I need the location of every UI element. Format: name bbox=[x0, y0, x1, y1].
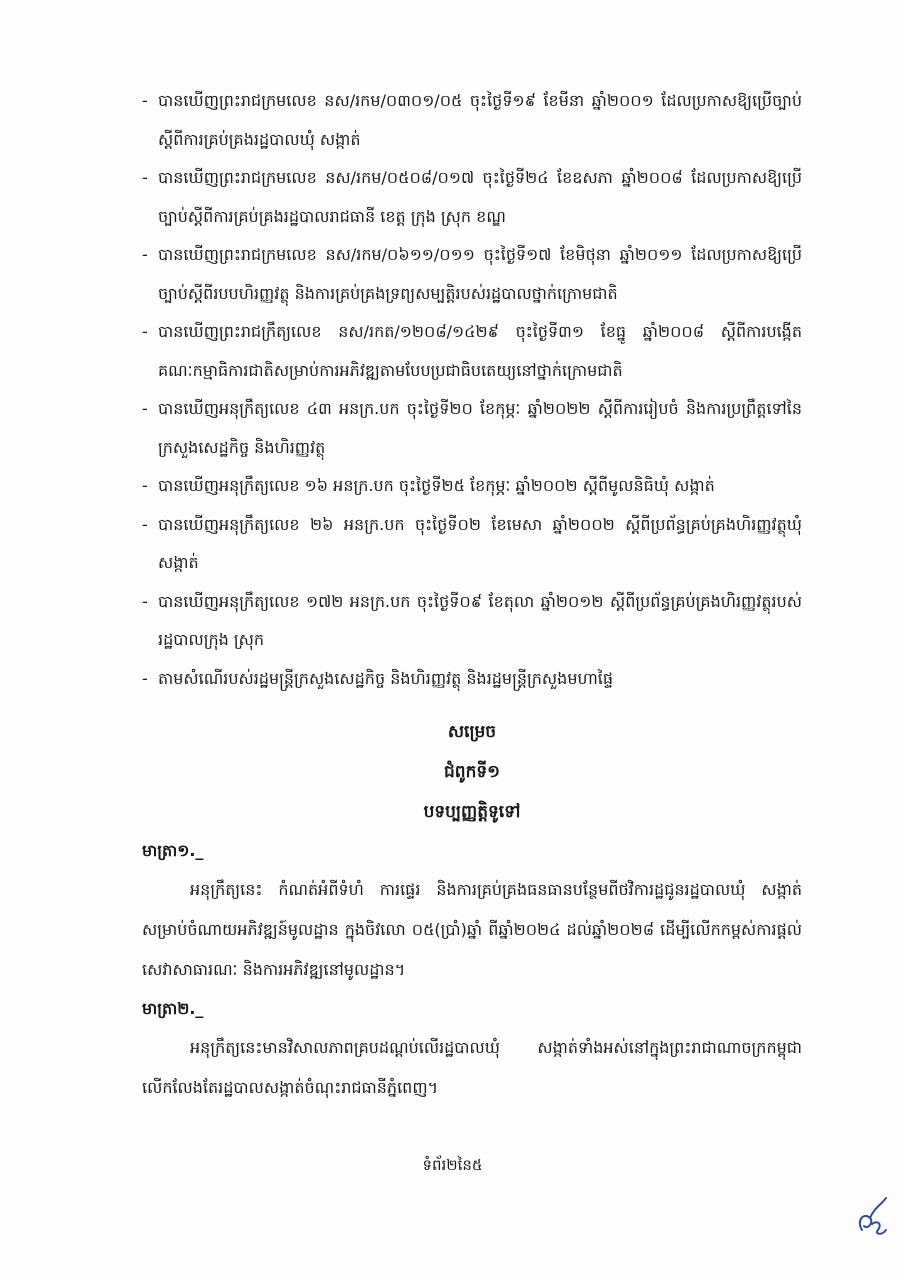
visa-item bbox=[142, 467, 802, 506]
article-1-body: អនុក្រឹត្យនេះ កំណត់អំពីទំហំ ការផ្ទេរ និងការគ្រប់គ្រងធនធានបន្ថែមពីថវិការដ្ឋជូនរដ្ឋបាលឃុំ សង្កាត់ សម្រាប់ចំណាយអភិវឌ្ឍន៍មូលដ្ឋាន ក្នុងចិវលោ ០៥(ប្រាំ)ឆ្នាំ ពីឆ្នាំ២០២៤ ដល់ឆ្នាំ២០២៨ ដើម្បីលើកកម្ពស់ការផ្តល់សេវាសាធារណៈ និងការអភិវឌ្ឍនៅមូលដ្ឋាន។ bbox=[142, 880, 802, 979]
visa-text: បានឃើញអនុក្រឹត្យលេខ ១៦ អនក្រ.បក ចុះថ្ងៃទី២៥ ខែកុម្ភៈ ឆ្នាំ២០០២ ស្តីពីមូលនិធិឃុំ សង្កាត់ bbox=[158, 476, 715, 495]
visa-text: តាមសំណើរបស់រដ្ឋមន្ត្រីក្រសួងសេដ្ឋកិច្ច និងហិរញ្ញវត្ថុ និងរដ្ឋមន្ត្រីក្រសួងមហាផ្ទៃ bbox=[158, 668, 614, 688]
list-marker: - bbox=[142, 591, 148, 611]
chapter-title: បទប្បញ្ញត្តិទូទៅ bbox=[423, 802, 521, 822]
list-marker: - bbox=[142, 245, 148, 264]
list-marker: - bbox=[142, 168, 148, 187]
visa-item bbox=[142, 313, 802, 390]
visa-item bbox=[142, 82, 802, 159]
visa-item bbox=[142, 506, 802, 583]
list-marker: - bbox=[142, 668, 148, 688]
visa-item bbox=[142, 236, 802, 313]
visa-text: បានឃើញព្រះរាជក្រឹត្យលេខ នស/រកត/១២០៨/១៤២៩ ចុះថ្ងៃទី៣១ ខែធ្នូ ឆ្នាំ២០០៨ ស្តីពីការបង្កើតគណៈកម្មាធិការជាតិសម្រាប់ការអភិវឌ្ឍតាមបែបប្រជាធិបតេយ្យនៅថ្នាក់ក្រោមជាតិ bbox=[158, 322, 802, 380]
article-1-heading: មាត្រា១._ bbox=[142, 841, 204, 860]
article-2-heading: មាត្រា២._ bbox=[142, 999, 204, 1018]
visa-text: បានឃើញអនុក្រឹត្យលេខ ១៧២ អនក្រ.បក ចុះថ្ងៃទី០៩ ខែតុលា ឆ្នាំ២០១២ ស្តីពីប្រព័ន្ធគ្រប់គ្រងហិរញ្ញវត្ថុរបស់រដ្ឋបាលក្រុង ស្រុក bbox=[158, 591, 802, 649]
chapter-heading: ជំពូកទី១ bbox=[443, 762, 501, 782]
visa-item bbox=[142, 660, 802, 699]
visa-text: បានឃើញព្រះរាជក្រមលេខ នស/រកម/០៦១១/០១១ ចុះថ្ងៃទី១៧ ខែមិថុនា ឆ្នាំ២០១១ ដែលប្រកាសឱ្យប្រើច្បាប់ស្តីពីរបបហិរញ្ញវត្ថុ និងការគ្រប់គ្រងទ្រព្យសម្បត្តិរបស់រដ្ឋបាលថ្នាក់ក្រោមជាតិ bbox=[158, 245, 802, 303]
list-marker: - bbox=[142, 322, 148, 341]
decision-heading: សម្រេច bbox=[447, 722, 497, 742]
visa-item bbox=[142, 159, 802, 236]
article-2-body: អនុក្រឹត្យនេះមានវិសាលភាពគ្របដណ្តប់លើរដ្ឋបាលឃុំ សង្កាត់ទាំងអស់នៅក្នុងព្រះរាជាណាចក្រកម្ពុជា លើកលែងតែរដ្ឋបាលសង្កាត់ចំណុះរាជធានីភ្នំពេញ។ bbox=[142, 1038, 802, 1097]
list-marker: - bbox=[142, 399, 148, 418]
visa-text: បានឃើញព្រះរាជក្រមលេខ នស/រកម/០៣០១/០៥ ចុះថ្ងៃទី១៩ ខែមីនា ឆ្នាំ២០០១ ដែលប្រកាសឱ្យប្រើច្បាប់ស្តីពីការគ្រប់គ្រងរដ្ឋបាលឃុំ សង្កាត់ bbox=[158, 91, 802, 149]
visa-item bbox=[142, 390, 802, 467]
visa-text: បានឃើញអនុក្រឹត្យលេខ ២៦ អនក្រ.បក ចុះថ្ងៃទី០២ ខែមេសា ឆ្នាំ២០០២ ស្តីពីប្រព័ន្ធគ្រប់គ្រងហិរញ្ញវត្ថុឃុំ សង្កាត់ bbox=[158, 514, 802, 572]
initials-signature bbox=[852, 1190, 892, 1240]
list-marker: - bbox=[142, 514, 148, 534]
list-marker: - bbox=[142, 91, 148, 110]
document-body bbox=[142, 82, 802, 1108]
visa-item bbox=[142, 583, 802, 660]
page-number: ទំព័រ២នៃ៥ bbox=[422, 1156, 483, 1174]
visa-text: បានឃើញព្រះរាជក្រមលេខ នស/រកម/០៥០៨/០១៧ ចុះថ្ងៃទី២៤ ខែឧសភា ឆ្នាំ២០០៨ ដែលប្រកាសឱ្យប្រើច្បាប់ស្តីពីការគ្រប់គ្រងរដ្ឋបាលរាជធានី ខេត្ត ក្រុង ស្រុក ខណ្ឌ bbox=[158, 168, 802, 226]
visa-text: បានឃើញអនុក្រឹត្យលេខ ៤៣ អនក្រ.បក ចុះថ្ងៃទី២០ ខែកុម្ភៈ ឆ្នាំ២០២២ ស្តីពីការរៀបចំ និងការប្រព្រឹត្តទៅនៃក្រសួងសេដ្ឋកិច្ច និងហិរញ្ញវត្ថុ bbox=[158, 399, 802, 457]
list-marker: - bbox=[142, 476, 148, 495]
visa-list bbox=[142, 82, 802, 698]
